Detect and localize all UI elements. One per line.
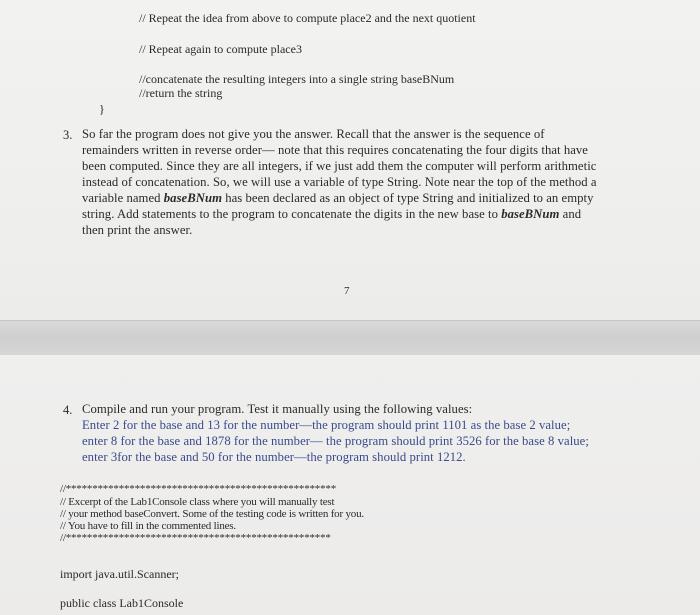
step-4-number: 4. xyxy=(63,403,73,417)
page-number: 7 xyxy=(344,285,350,297)
step-3-variable-name: baseBNum xyxy=(501,207,560,221)
code-star-divider: //*************************************************** xyxy=(60,483,337,495)
step-4-test-case: enter 8 for the base and 1878 for the number— the program should print 3526 for the base 8 value; xyxy=(82,434,589,448)
code-comment-return: //return the string xyxy=(139,86,223,100)
step-3-number: 3. xyxy=(63,128,73,142)
step-3-line: remainders written in reverse order— note that this requires concatenating the four digits that have xyxy=(82,143,588,157)
code-comment: // Excerpt of the Lab1Console class where you will manually test xyxy=(60,496,335,508)
step-3-text: has been declared as an object of type String and initialized to an empty xyxy=(222,191,594,205)
step-3-text: and xyxy=(559,207,582,221)
step-4-test-case: enter 3for the base and 50 for the number—the program should print 1212. xyxy=(82,450,466,464)
step-3-line: So far the program does not give you the answer. Recall that the answer is the sequence of xyxy=(82,127,545,141)
step-4-line: Compile and run your program. Test it manually using the following values: xyxy=(82,402,473,416)
code-star-divider: //************************************************** xyxy=(60,532,331,544)
code-comment-place3: // Repeat again to compute place3 xyxy=(139,42,302,56)
page-gap xyxy=(0,320,700,356)
step-3-line: then print the answer. xyxy=(82,223,193,237)
code-class-declaration: public class Lab1Console xyxy=(60,596,184,610)
code-comment-concatenate: //concatenate the resulting integers into a single string baseBNum xyxy=(139,72,455,86)
step-3-text: variable named xyxy=(82,191,164,205)
code-comment-place2: // Repeat the idea from above to compute place2 and the next quotient xyxy=(139,11,476,25)
code-comment: // You have to fill in the commented lines. xyxy=(60,520,236,532)
code-closing-brace: } xyxy=(99,102,105,116)
step-3-line xyxy=(82,190,594,206)
step-3-line xyxy=(82,206,581,222)
step-3-text: string. Add statements to the program to concatenate the digits in the new base to xyxy=(82,207,502,221)
step-3-variable-name: baseBNum xyxy=(163,191,222,205)
code-comment: // your method baseConvert. Some of the testing code is written for you. xyxy=(60,508,364,520)
step-4-test-case: Enter 2 for the base and 13 for the number—the program should print 1101 as the base 2 value; xyxy=(82,418,571,432)
code-import-statement: import java.util.Scanner; xyxy=(60,567,179,581)
step-3-line: been computed. Since they are all integers, if we just add them the computer will perform arithmetic xyxy=(82,159,597,173)
step-3-line: instead of concatenation. So, we will use a variable of type String. Note near the top of the method a xyxy=(82,175,597,189)
